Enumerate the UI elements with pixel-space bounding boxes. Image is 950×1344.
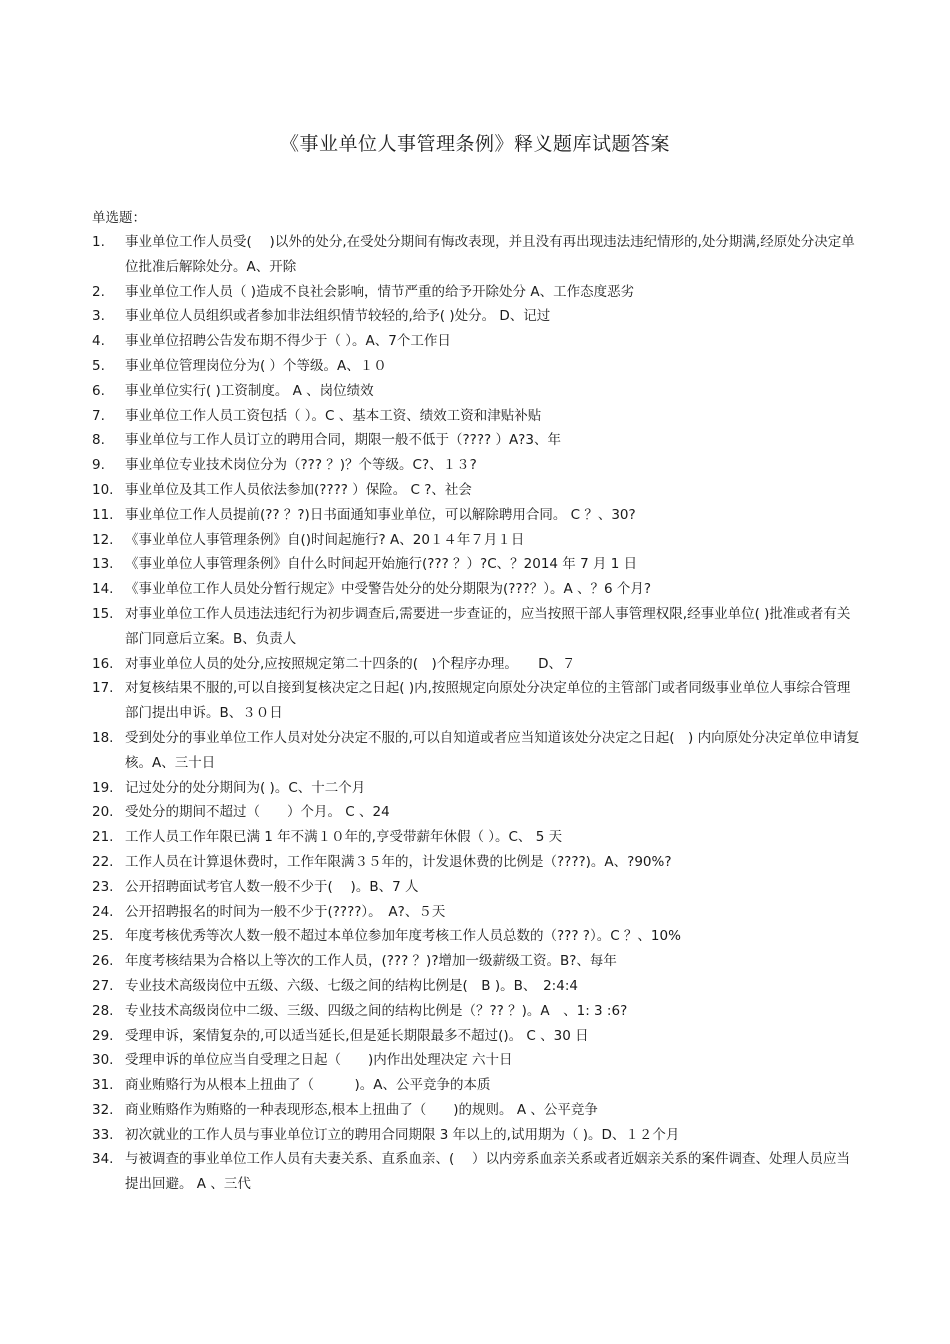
question-number: 4.: [92, 333, 105, 350]
question-text: 专业技术高级岗位中五级、六级、七级之间的结构比例是( B )。B、 2:4:4: [125, 977, 578, 994]
question-number: 15.: [92, 605, 114, 622]
question-text: 对复核结果不服的,可以自接到复核决定之日起( )内,按照规定向原处分决定单位的主管部门或者同级事业单位人事综合管理部门提出申诉。B、３０日: [125, 680, 851, 722]
question-text: 《事业单位工作人员处分暂行规定》中受警告处分的处分期限为(???？）。A 、？6 个月?: [125, 581, 652, 598]
question-number: 20.: [92, 804, 114, 821]
question-number: 5.: [92, 357, 105, 374]
question-item: [92, 900, 862, 925]
question-item: [92, 577, 862, 602]
question-text: 受处分的期间不超过（ ）个月。 C 、24: [125, 804, 390, 821]
question-text: 事业单位招聘公告发布期不得少于（ ）。A、7个工作日: [125, 333, 451, 350]
question-item: [92, 503, 862, 528]
question-text: 年度考核结果为合格以上等次的工作人员，(??? ？)?增加一级薪级工资。B?、每年: [125, 953, 617, 970]
question-number: 3.: [92, 308, 105, 325]
question-text: 对事业单位人员的处分,应按照规定第二十四条的( )个程序办理。 D、７: [125, 655, 576, 672]
question-number: 2.: [92, 283, 105, 300]
question-text: 受理申诉，案情复杂的,可以适当延长,但是延长期限最多不超过()。 C 、30 日: [125, 1027, 589, 1044]
question-text: 记过处分的处分期间为( )。C、十二个月: [125, 779, 366, 796]
question-item: [92, 379, 862, 404]
question-item: [92, 404, 862, 429]
question-number: 10.: [92, 481, 114, 498]
question-item: [92, 329, 862, 354]
question-text: 事业单位及其工作人员依法参加(???? ）保险。 C ?、社会: [125, 481, 472, 498]
question-number: 9.: [92, 457, 105, 474]
question-text: 与被调查的事业单位工作人员有夫妻关系、直系血亲、( ）以内旁系血亲关系或者近姻亲关系的案件调查、处理人员应当提出回避。 A 、三代: [125, 1151, 851, 1193]
question-number: 19.: [92, 779, 114, 796]
question-number: 31.: [92, 1077, 114, 1094]
question-number: 32.: [92, 1101, 114, 1118]
question-item: [92, 924, 862, 949]
question-text: 商业贿赂作为贿赂的一种表现形态,根本上扭曲了（ )的规则。 A 、公平竞争: [125, 1101, 598, 1118]
question-item: [92, 428, 862, 453]
question-text: 公开招聘面试考官人数一般不少于( )。B、7 人: [125, 878, 419, 895]
question-item: [92, 552, 862, 577]
question-text: 受到处分的事业单位工作人员对处分决定不服的,可以自知道或者应当知道该处分决定之日起( ) 内向原处分决定单位申请复核。A、三十日: [125, 729, 860, 771]
question-number: 33.: [92, 1126, 114, 1143]
question-number: 8.: [92, 432, 105, 449]
question-item: [92, 1024, 862, 1049]
question-number: 28.: [92, 1002, 114, 1019]
question-text: 事业单位管理岗位分为( ）个等级。A、１０: [125, 357, 387, 374]
question-number: 22.: [92, 853, 114, 870]
question-text: 事业单位工作人员受( )以外的处分,在受处分期间有悔改表现，并且没有再出现违法违纪情形的,处分期满,经原处分决定单位批准后解除处分。A、开除: [125, 234, 855, 275]
question-text: 工作人员在计算退休费时，工作年限满３５年的，计发退休费的比例是（????)。A、?90%?: [125, 853, 672, 870]
question-item: [92, 528, 862, 553]
question-number: 13.: [92, 556, 114, 573]
section-label: 单选题：: [92, 210, 146, 226]
question-number: 12.: [92, 531, 114, 548]
question-text: 事业单位实行( )工资制度。 A 、岗位绩效: [125, 382, 374, 399]
question-item: [92, 1098, 862, 1123]
question-number: 26.: [92, 953, 114, 970]
question-number: 25.: [92, 928, 114, 945]
question-item: [92, 850, 862, 875]
question-number: 17.: [92, 680, 114, 697]
question-number: 27.: [92, 977, 114, 994]
question-item: [92, 304, 862, 329]
question-item: [92, 726, 862, 776]
question-number: 1.: [92, 234, 105, 250]
question-text: 事业单位专业技术岗位分为（??? ？)？个等级。C?、１３?: [125, 457, 477, 474]
question-text: 商业贿赂行为从根本上扭曲了（ )。A、公平竞争的本质: [125, 1077, 491, 1094]
question-number: 23.: [92, 878, 114, 895]
question-text: 专业技术高级岗位中二级、三级、四级之间的结构比例是（？?? ？)。A 、1: 3 :6?: [125, 1002, 628, 1019]
question-item: [92, 1048, 862, 1073]
question-text: 受理申诉的单位应当自受理之日起（ )内作出处理决定 六十日: [125, 1052, 513, 1069]
question-item: [92, 776, 862, 801]
document-title: 《事业单位人事管理条例》释义题库试题答案: [279, 133, 670, 155]
question-text: 公开招聘报名的时间为一般不少于(????）。 A?、５天: [125, 903, 446, 920]
question-number: 18.: [92, 729, 114, 746]
question-item: [92, 825, 862, 850]
question-text: 初次就业的工作人员与事业单位订立的聘用合同期限 3 年以上的,试用期为（ )。D、１２个月: [125, 1126, 680, 1143]
question-number: 16.: [92, 655, 114, 672]
question-item: [92, 999, 862, 1024]
question-item: [92, 875, 862, 900]
question-item: [92, 478, 862, 503]
question-text: 事业单位工作人员提前(?? ？?)日书面通知事业单位，可以解除聘用合同。 C ？、30?: [125, 506, 636, 523]
question-number: 7.: [92, 407, 105, 424]
question-item: [92, 230, 862, 280]
question-item: [92, 1123, 862, 1148]
question-item: [92, 280, 862, 305]
question-number: 34.: [92, 1151, 114, 1168]
question-item: [92, 974, 862, 999]
question-item: [92, 1073, 862, 1098]
question-list: [92, 230, 862, 1197]
question-item: [92, 1147, 862, 1197]
question-item: [92, 453, 862, 478]
question-number: 24.: [92, 903, 114, 920]
question-item: [92, 602, 862, 652]
question-text: 工作人员工作年限已满 1 年不满１０年的,亨受带薪年休假（ ）。C、 5 天: [125, 829, 563, 846]
question-text: 事业单位与工作人员订立的聘用合同，期限一般不低于（???? ）A?3、年: [125, 432, 561, 449]
question-number: 14.: [92, 581, 114, 598]
question-number: 29.: [92, 1027, 114, 1044]
question-item: [92, 354, 862, 379]
question-number: 6.: [92, 382, 105, 399]
question-text: 对事业单位工作人员违法违纪行为初步调查后,需要进一步查证的，应当按照干部人事管理权限,经事业单位( )批准或者有关部门同意后立案。B、负责人: [125, 605, 851, 647]
question-item: [92, 652, 862, 677]
question-item: [92, 800, 862, 825]
question-text: 年度考核优秀等次人数一般不超过本单位参加年度考核工作人员总数的（??? ?）。C ？、10%: [125, 928, 681, 945]
question-number: 21.: [92, 829, 114, 846]
question-item: [92, 676, 862, 726]
question-text: 《事业单位人事管理条例》自()时间起施行? A、20１４年７月１日: [125, 531, 525, 548]
question-number: 11.: [92, 506, 114, 523]
question-text: 事业单位工作人员（ )造成不良社会影响，情节严重的给予开除处分 A、工作态度恶劣: [125, 283, 635, 300]
question-text: 事业单位人员组织或者参加非法组织情节较轻的,给予( )处分。 D、记过: [125, 308, 551, 325]
question-text: 事业单位工作人员工资包括（ ）。C 、基本工资、绩效工资和津贴补贴: [125, 407, 542, 424]
question-text: 《事业单位人事管理条例》自什么时间起开始施行(??? ？）?C、？2014 年 7 月 1 日: [125, 556, 638, 573]
question-number: 30.: [92, 1052, 114, 1069]
question-item: [92, 949, 862, 974]
